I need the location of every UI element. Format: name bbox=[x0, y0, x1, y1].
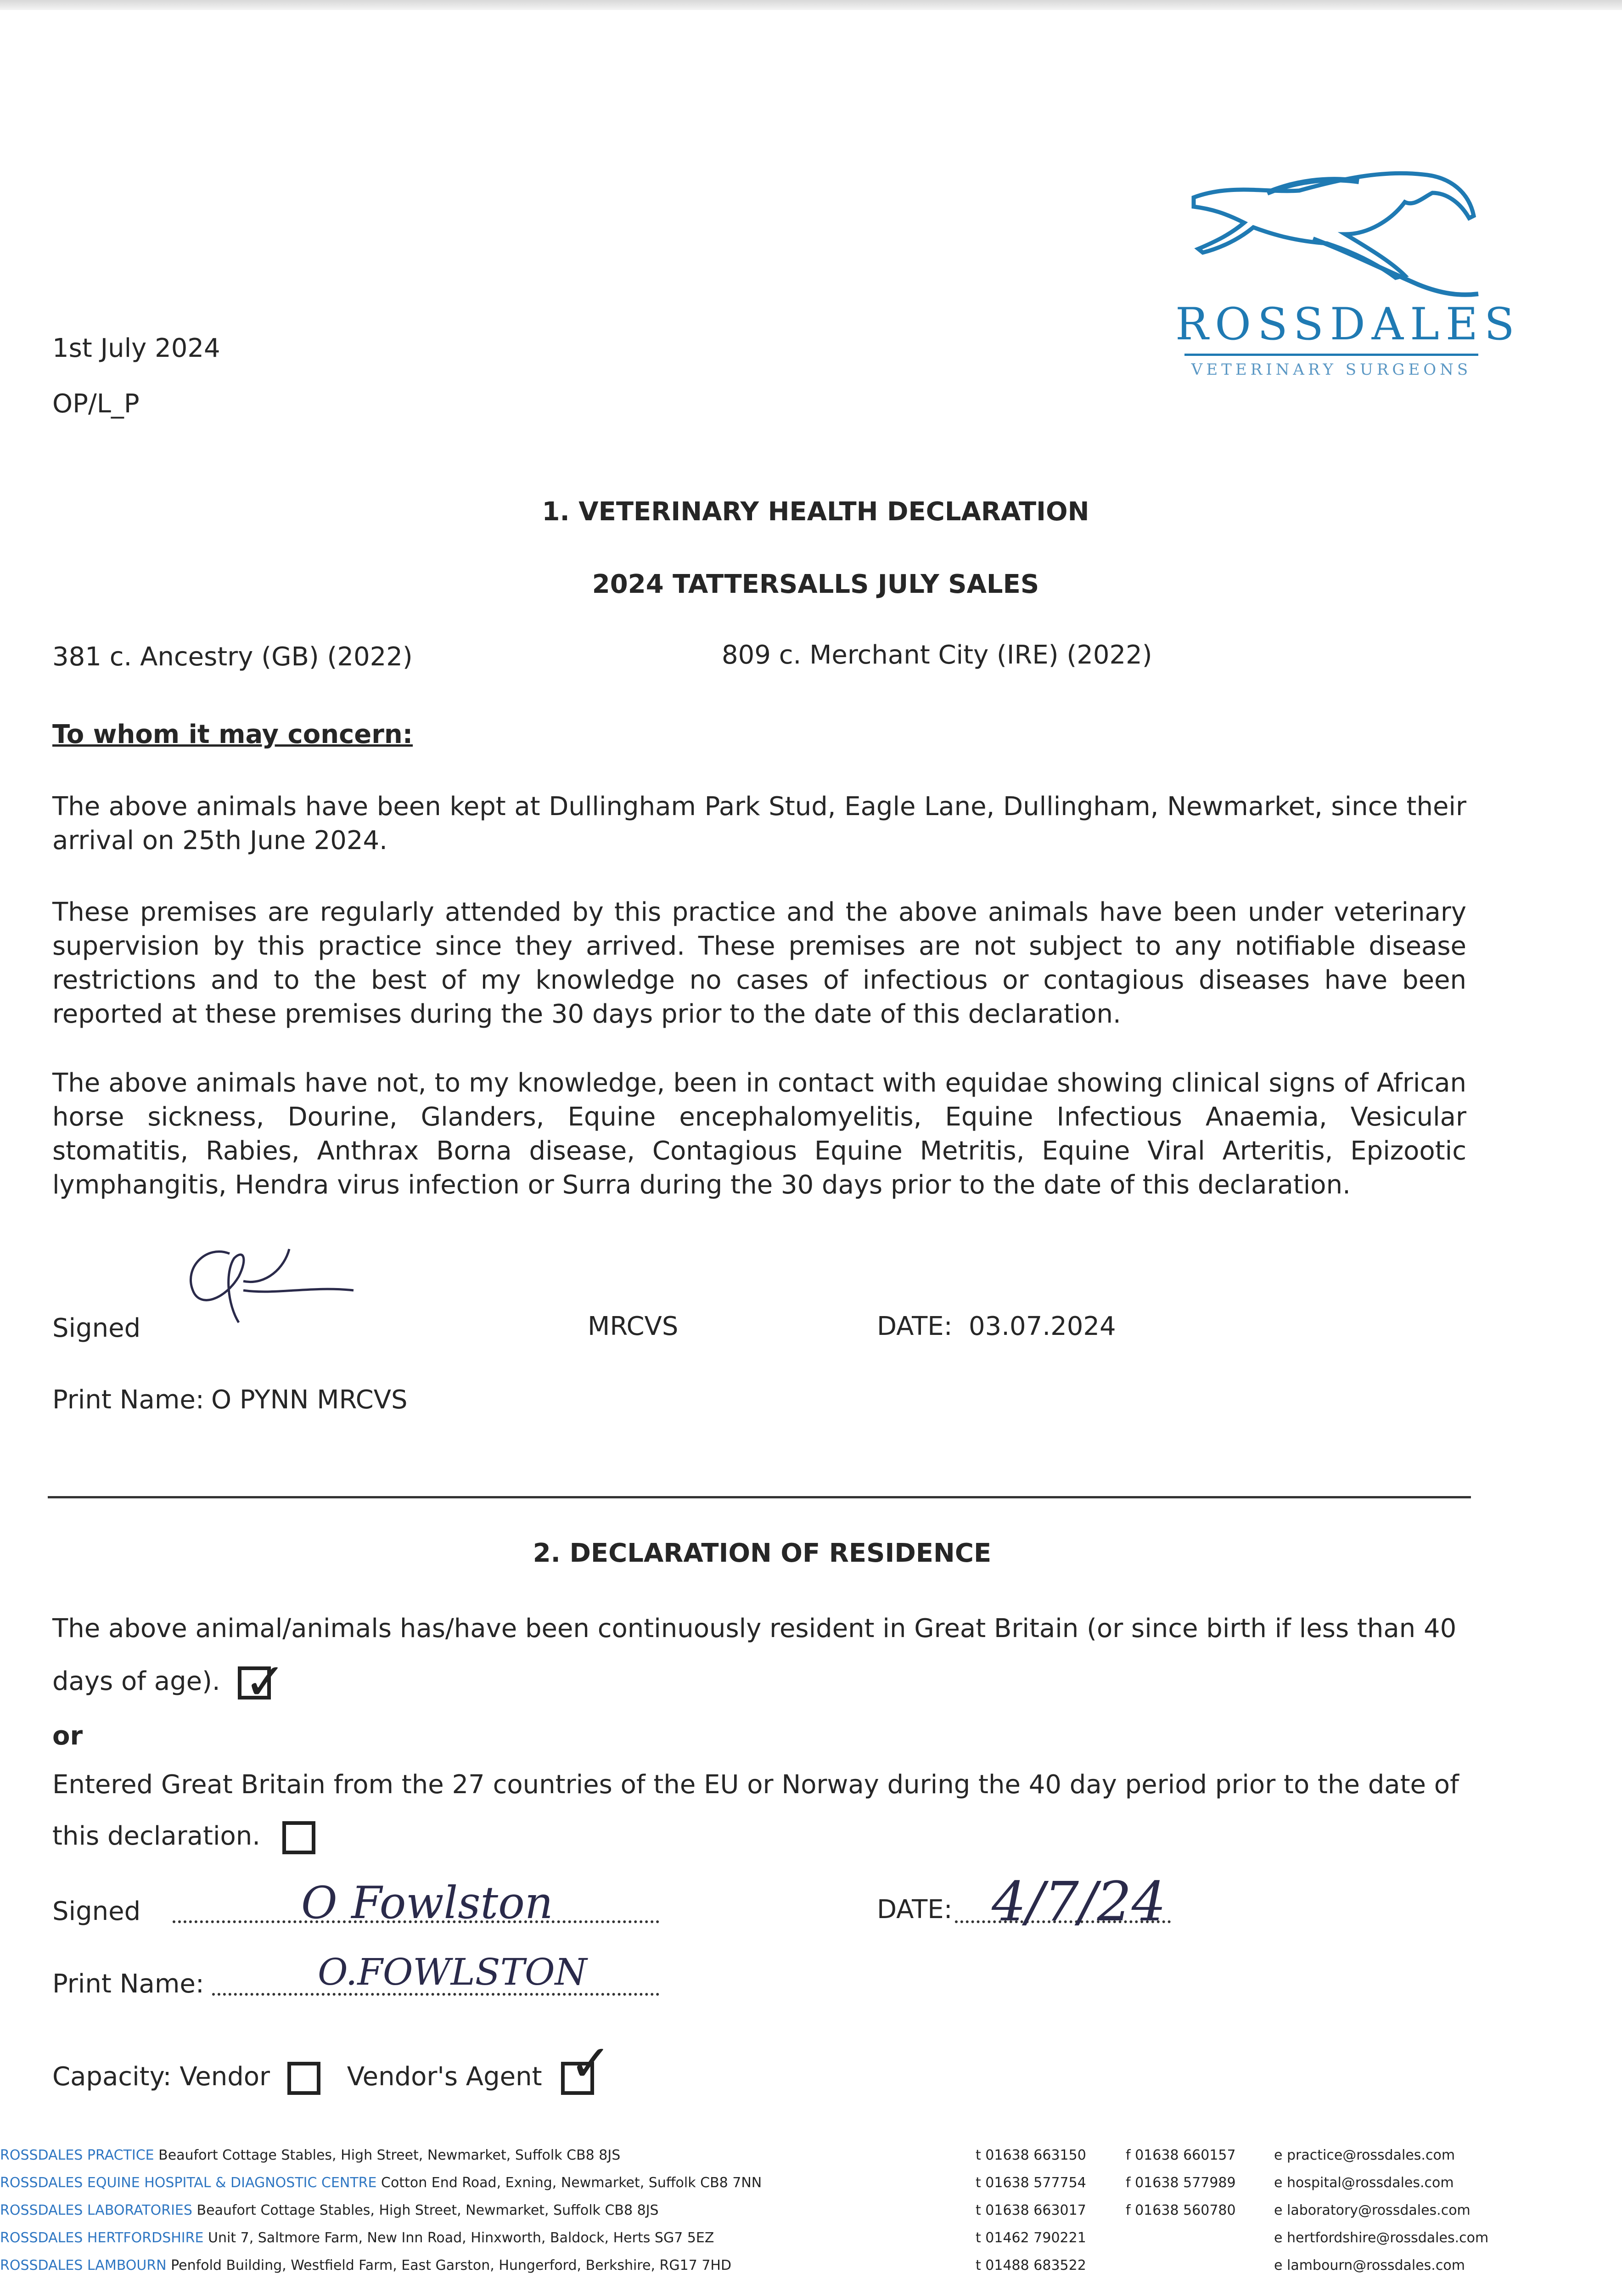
check-mark-icon: ✓ bbox=[244, 1652, 286, 1711]
capacity-vendor-label: Capacity: Vendor bbox=[52, 2062, 270, 2092]
date2-label: DATE: bbox=[877, 1895, 953, 1925]
horse-logo-icon bbox=[1175, 165, 1487, 303]
print-name2-label: Print Name: bbox=[52, 1969, 204, 1999]
logo-tagline: VETERINARY SURGEONS bbox=[1191, 360, 1472, 379]
capacity-row bbox=[52, 2033, 612, 2095]
rossdales-logo bbox=[1175, 165, 1521, 386]
date2-value: 4/7/24 bbox=[992, 1870, 1166, 1933]
paragraph-contact: The above animals have not, to my knowledge, been in contact with equidae showing clinical signs of African horse sickness, Dourine, Glanders, Equine encephalomyelitis, Equine Infectious Anaemia, Vesicular stomatitis, Rabies, Anthrax Borna disease, Contagious Equine Metritis, Equine Viral Arteritis, Epizootic lymphangitis, Hendra virus infection or Surra during the 30 days prior to the date of this declaration. bbox=[52, 1068, 1466, 1200]
footer-address: Beaufort Cottage Stables, High Street, Newmarket, Suffolk CB8 8JS bbox=[158, 2147, 621, 2163]
footer-tel: t 01638 663150 bbox=[976, 2147, 1086, 2163]
paragraph-arrival: The above animals have been kept at Dullingham Park Stud, Eagle Lane, Dullingham, Newmarket, since their arrival on 25th June 2024. bbox=[52, 792, 1466, 855]
footer-email[interactable]: e lambourn@rossdales.com bbox=[1274, 2257, 1465, 2273]
print-name2-value: O.FOWLSTON bbox=[318, 1951, 587, 1993]
signed-label: Signed bbox=[52, 1313, 141, 1343]
footer-org: ROSSDALES LAMBOURN bbox=[0, 2257, 167, 2273]
signature-line bbox=[173, 1877, 659, 1929]
section-divider bbox=[48, 1496, 1471, 1498]
footer-row bbox=[0, 2252, 731, 2279]
logo-name: ROSSDALES bbox=[1175, 298, 1521, 350]
print-name-value: O PYNN MRCVS bbox=[211, 1385, 408, 1415]
footer-email[interactable]: e practice@rossdales.com bbox=[1274, 2147, 1455, 2163]
print-name2-line bbox=[212, 1951, 659, 1996]
footer-tel: t 01462 790221 bbox=[976, 2230, 1086, 2246]
footer-org: ROSSDALES LABORATORIES bbox=[0, 2202, 192, 2218]
section1-subtitle: 2024 TATTERSALLS JULY SALES bbox=[592, 569, 1039, 599]
section2-title: 2. DECLARATION OF RESIDENCE bbox=[533, 1538, 992, 1568]
footer-org: ROSSDALES HERTFORDSHIRE bbox=[0, 2230, 204, 2246]
footer-row bbox=[0, 2224, 714, 2252]
date-value: 03.07.2024 bbox=[969, 1311, 1116, 1341]
mrcvs-label: MRCVS bbox=[588, 1311, 679, 1341]
vet-signature bbox=[174, 1240, 367, 1332]
footer-org: ROSSDALES PRACTICE bbox=[0, 2147, 154, 2163]
footer-row bbox=[0, 2169, 762, 2197]
vendor-agent-checkbox[interactable] bbox=[561, 2033, 612, 2095]
section1-title: 1. VETERINARY HEALTH DECLARATION bbox=[542, 497, 1089, 527]
paragraph-supervision: These premises are regularly attended by this practice and the above animals have been under veterinary supervision by this practice since they arrived. These premises are not subject to any notifiable disease restrictions and to the best of my knowledge no cases of infectious or contagious diseases have been reported at these premises during the 30 days prior to the date of this declaration. bbox=[52, 897, 1466, 1029]
footer-address: Beaufort Cottage Stables, High Street, Newmarket, Suffolk CB8 8JS bbox=[196, 2202, 659, 2218]
or-label: or bbox=[52, 1721, 83, 1751]
footer-row bbox=[0, 2142, 620, 2169]
vendor-signature: O Fowlston bbox=[301, 1877, 553, 1929]
footer-fax: f 01638 560780 bbox=[1126, 2202, 1236, 2218]
footer-tel: t 01638 663017 bbox=[976, 2202, 1086, 2218]
letter-date: 1st July 2024 bbox=[52, 333, 220, 363]
footer-email[interactable]: e hertfordshire@rossdales.com bbox=[1274, 2230, 1489, 2246]
residence-option2-line1: Entered Great Britain from the 27 countries of the EU or Norway during the 40 day period prior to the date of bbox=[52, 1770, 1459, 1800]
footer bbox=[0, 2142, 1622, 2279]
print-name-label: Print Name: bbox=[52, 1385, 204, 1415]
footer-address: Unit 7, Saltmore Farm, New Inn Road, Hinxworth, Baldock, Herts SG7 5EZ bbox=[208, 2230, 714, 2246]
residence-option1-line2 bbox=[52, 1652, 286, 1711]
residence-option2-text: this declaration. bbox=[52, 1821, 261, 1851]
date-label: DATE: bbox=[877, 1311, 953, 1341]
animal-left: 381 c. Ancestry (GB) (2022) bbox=[52, 642, 413, 672]
date2-line bbox=[955, 1870, 1171, 1933]
footer-row bbox=[0, 2197, 659, 2224]
footer-address: Penfold Building, Westfield Farm, East Garston, Hungerford, Berkshire, RG17 7HD bbox=[171, 2257, 732, 2273]
footer-email[interactable]: e hospital@rossdales.com bbox=[1274, 2175, 1454, 2191]
animal-right: 809 c. Merchant City (IRE) (2022) bbox=[722, 640, 1152, 670]
check-mark-icon: ✓ bbox=[569, 2033, 612, 2093]
vendor-checkbox[interactable] bbox=[287, 2062, 320, 2095]
salutation: To whom it may concern: bbox=[52, 720, 413, 749]
entered-gb-checkbox[interactable] bbox=[282, 1821, 315, 1854]
footer-fax: f 01638 660157 bbox=[1126, 2147, 1236, 2163]
signed2-label: Signed bbox=[52, 1896, 141, 1926]
residence-checkbox[interactable] bbox=[238, 1652, 286, 1711]
footer-tel: t 01488 683522 bbox=[976, 2257, 1086, 2273]
footer-email[interactable]: e laboratory@rossdales.com bbox=[1274, 2202, 1470, 2218]
reference: OP/L_P bbox=[52, 389, 140, 419]
footer-org: ROSSDALES EQUINE HOSPITAL & DIAGNOSTIC CENTRE bbox=[0, 2175, 377, 2191]
residence-option1-line1: The above animal/animals has/have been continuously resident in Great Britain (or since birth if less than 40 bbox=[52, 1614, 1457, 1643]
vendor-agent-label: Vendor's Agent bbox=[347, 2062, 542, 2092]
footer-fax: f 01638 577989 bbox=[1126, 2175, 1236, 2191]
footer-address: Cotton End Road, Exning, Newmarket, Suffolk CB8 7NN bbox=[381, 2175, 762, 2191]
residence-option2-line2 bbox=[52, 1819, 315, 1854]
scan-edge bbox=[0, 0, 1622, 10]
residence-option1-text: days of age). bbox=[52, 1666, 220, 1696]
footer-tel: t 01638 577754 bbox=[976, 2175, 1086, 2191]
logo-rule bbox=[1184, 354, 1478, 356]
